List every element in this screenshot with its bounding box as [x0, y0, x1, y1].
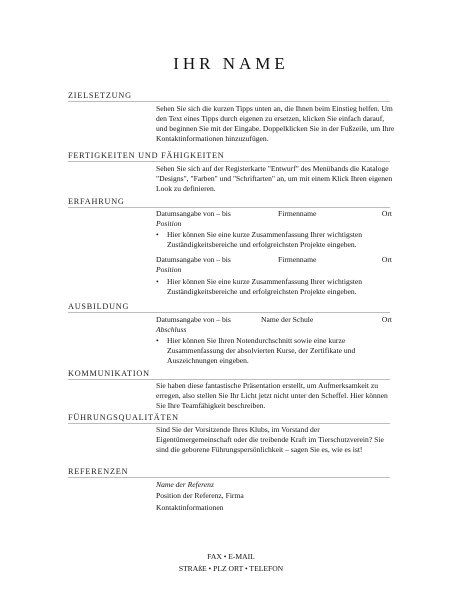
section-divider [68, 379, 390, 380]
section-title-skills: FERTIGKEITEN UND FÄHIGKEITEN [68, 151, 225, 160]
experience-location: Ort [381, 209, 392, 218]
education-degree: Abschluss [156, 325, 187, 334]
experience-bullet-text: Hier können Sie eine kurze Zusammenfassung Ihrer wichtigsten Zuständigkeitsbereiche und erfolgreichsten Projekte eingeben. [167, 230, 363, 249]
education-location: Ort [381, 315, 392, 324]
reference-contact: Kontaktinformationen [156, 503, 224, 512]
section-title-objective: ZIELSETZUNG [68, 91, 132, 100]
skills-text: Sehen Sie sich auf der Registerkarte "Entwurf" des Menübands die Kataloge "Designs", "Farben" und "Schriftarten" an, um mit einem Klick Ihren eigenen Look zu definieren. [156, 164, 393, 193]
section-divider [68, 312, 390, 313]
experience-location: Ort [381, 255, 392, 264]
section-title-experience: ERFAHRUNG [68, 197, 125, 206]
communication-text: Sie haben diese fantastische Präsentation erstellt, um Aufmerksamkeit zu erregen, also stellen Sie Ihr Licht jetzt nicht unter den Scheffel. Hier können Sie Ihre Teamfähigkeit beschreiben. [156, 381, 388, 410]
experience-date: Datumsangabe von – bis [156, 209, 231, 218]
experience-bullet-text: Hier können Sie eine kurze Zusammenfassung Ihrer wichtigsten Zuständigkeitsbereiche und erfolgreichsten Projekte eingeben. [167, 277, 363, 296]
reference-position: Position der Referenz, Firma [156, 491, 244, 500]
footer-contact-line-2: STRAßE • PLZ ORT • TELEFON [178, 564, 284, 573]
bullet-icon: • [156, 277, 159, 286]
education-bullet-text: Hier können Sie Ihren Notendurchschnitt sowie eine kurze Zusammenfassung der absolvierten Kurse, der Zertifikate und Auszeichnungen eingeben. [167, 336, 356, 365]
section-divider [68, 101, 390, 102]
section-divider [68, 477, 390, 478]
section-divider [68, 207, 390, 208]
experience-role: Position [156, 219, 182, 228]
section-title-education: AUSBILDUNG [68, 302, 130, 311]
resume-name: IHR NAME [173, 54, 289, 73]
education-date: Datumsangabe von – bis [156, 315, 231, 324]
education-school: Name der Schule [261, 315, 314, 324]
section-title-leadership: FÜHRUNGSQUALITÄTEN [68, 413, 179, 422]
reference-name: Name der Referenz [156, 480, 214, 489]
objective-text: Sehen Sie sich die kurzen Tipps unten an, die Ihnen beim Einstieg helfen. Um den Text eines Tipps durch eigenen zu ersetzen, klicken Sie einfach darauf, und beginnen Sie mit der Eingabe. Doppelklicken Sie in der Fußzeile, um Ihre Kontaktinformationen hinzuzufügen. [156, 104, 395, 143]
section-title-references: REFERENZEN [68, 467, 129, 476]
experience-role: Position [156, 265, 182, 274]
experience-company: Firmenname [278, 209, 317, 218]
leadership-text: Sind Sie der Vorsitzende Ihres Klubs, im Vorstand der Eigentümergemeinschaft oder die treibende Kraft im Tierschutzverein? Sie sind die geborene Führungspersönlichkeit – sagen Sie es, wie es ist! [156, 425, 384, 454]
experience-date: Datumsangabe von – bis [156, 255, 231, 264]
bullet-icon: • [156, 230, 159, 239]
footer-contact-line-1: FAX • E-MAIL [207, 552, 255, 561]
bullet-icon: • [156, 336, 159, 345]
section-divider [68, 423, 390, 424]
section-divider [68, 161, 390, 162]
experience-company: Firmenname [278, 255, 317, 264]
section-title-communication: KOMMUNIKATION [68, 369, 150, 378]
